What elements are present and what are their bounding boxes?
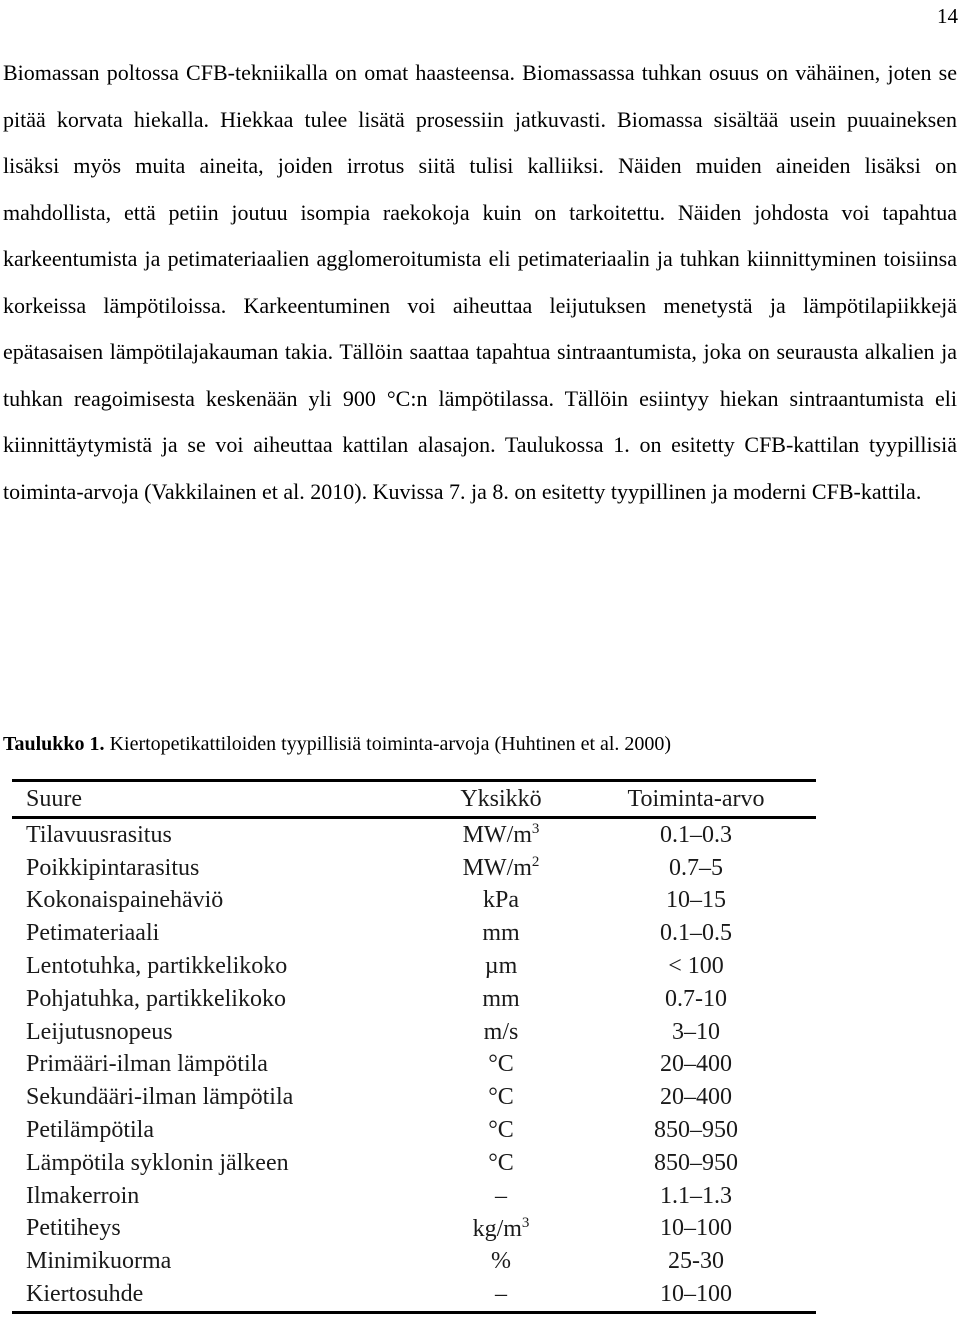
- table-row: [12, 1049, 816, 1082]
- cell-value: 1.1–1.3: [660, 1182, 732, 1209]
- cell-unit: [426, 1213, 576, 1246]
- cell-quantity: Petilämpötila: [26, 1117, 154, 1144]
- cell-quantity: Primääri-ilman lämpötila: [26, 1051, 268, 1078]
- cell-unit: [426, 950, 576, 983]
- unit-text: kg/m: [472, 1215, 522, 1242]
- table-container: [12, 779, 816, 1314]
- cell-value: 0.1–0.5: [660, 920, 732, 947]
- cell-unit: [426, 1049, 576, 1082]
- cell-quantity: Ilmakerroin: [26, 1182, 140, 1209]
- cell-quantity: Petimateriaali: [26, 920, 160, 947]
- unit-text: %: [491, 1248, 511, 1275]
- table-row: [12, 1278, 816, 1312]
- unit-text: °C: [488, 1117, 514, 1144]
- table-row: [12, 1081, 816, 1114]
- unit-exponent: 3: [521, 1214, 530, 1231]
- table-row: [12, 818, 816, 852]
- cell-unit: [426, 1016, 576, 1049]
- unit-text: kPa: [483, 887, 519, 914]
- table-row: [12, 917, 816, 950]
- cell-value: 0.1–0.3: [660, 821, 732, 848]
- cell-value: 0.7–5: [669, 854, 723, 881]
- table-body: [12, 818, 816, 1313]
- page-number: 14: [937, 4, 958, 28]
- cell-unit: [426, 917, 576, 950]
- table-row: [12, 885, 816, 918]
- cell-quantity: Lentotuhka, partikkelikoko: [26, 953, 288, 980]
- unit-text: °C: [488, 1149, 514, 1176]
- cell-value: 10–15: [666, 887, 726, 914]
- cell-value: 10–100: [660, 1281, 732, 1308]
- caption-text: Kiertopetikattiloiden tyypillisiä toiminta-arvoja (Huhtinen et al. 2000): [104, 733, 672, 755]
- cell-value: 25-30: [668, 1248, 724, 1275]
- table-row: [12, 983, 816, 1016]
- unit-text: °C: [488, 1051, 514, 1078]
- cell-value: 20–400: [660, 1051, 732, 1078]
- operating-values-table: [12, 779, 816, 1314]
- unit-text: MW/m: [462, 855, 532, 882]
- cell-value: 20–400: [660, 1084, 732, 1111]
- table-header-row: [12, 781, 816, 818]
- cell-unit: [426, 1114, 576, 1147]
- cell-unit: [426, 1180, 576, 1213]
- cell-unit: [426, 983, 576, 1016]
- cell-unit: [426, 1081, 576, 1114]
- cell-quantity: Poikkipintarasitus: [26, 854, 200, 881]
- unit-text: –: [495, 1182, 507, 1209]
- cell-quantity: Sekundääri-ilman lämpötila: [26, 1084, 294, 1111]
- table-row: [12, 1180, 816, 1213]
- unit-text: °C: [488, 1084, 514, 1111]
- cell-value: 3–10: [672, 1018, 720, 1045]
- cell-unit: [426, 885, 576, 918]
- cell-value: 850–950: [654, 1149, 738, 1176]
- table-row: [12, 852, 816, 885]
- unit-text: –: [495, 1281, 507, 1308]
- header-quantity: Suure: [26, 785, 82, 812]
- caption-label: Taulukko 1.: [3, 733, 105, 755]
- cell-value: 850–950: [654, 1117, 738, 1144]
- body-paragraph: Biomassan poltossa CFB-tekniikalla on omat haasteensa. Biomassassa tuhkan osuus on vähäinen, joten se pitää korvata hiekalla. Hiekkaa tulee lisätä prosessiin jatkuvasti. Biomassa sisältää usein puuaineksen lisäksi myös muita aineita, joiden irrotus siitä tulisi kalliiksi. Näiden muiden aineiden lisäksi on mahdollista, että petiin joutuu isompia raekokoja kuin on tarkoitettu. Näiden johdosta voi tapahtua karkeentumista ja petimateriaalien agglomeroitumista eli petimateriaalin ja tuhkan kiinnittyminen toisiinsa korkeissa lämpötiloissa. Karkeentuminen voi aiheuttaa leijutuksen menetystä ja lämpötilapiikkejä epätasaisen lämpötilajakauman takia. Tällöin saattaa tapahtua sintraantumista, joka on seurausta alkalien ja tuhkan reagoimisesta keskenään yli 900 °C:n lämpötilassa. Tällöin esiintyy hiekan sintraantumista eli kiinnittäytymistä ja se voi aiheuttaa kattilan alasajon. Taulukossa 1. on esitetty CFB-kattilan tyypillisiä toiminta-arvoja (Vakkilainen et al. 2010). Kuvissa 7. ja 8. on esitetty tyypillinen ja moderni CFB-kattila.: [3, 60, 957, 504]
- table-row: [12, 1016, 816, 1049]
- cell-quantity: Kokonaispainehäviö: [26, 887, 224, 914]
- table-row: [12, 1245, 816, 1278]
- table-caption: [3, 730, 671, 758]
- cell-unit: [426, 1278, 576, 1312]
- table-row: [12, 1147, 816, 1180]
- unit-exponent: 3: [531, 821, 540, 838]
- cell-quantity: Lämpötila syklonin jälkeen: [26, 1149, 289, 1176]
- cell-unit: [426, 818, 576, 852]
- unit-text: mm: [482, 920, 520, 947]
- header-value: Toiminta-arvo: [627, 785, 765, 812]
- cell-value: 10–100: [660, 1215, 732, 1242]
- cell-quantity: Petitiheys: [26, 1215, 121, 1242]
- unit-text: µm: [484, 953, 518, 980]
- cell-quantity: Kiertosuhde: [26, 1281, 144, 1308]
- cell-value: 0.7-10: [665, 985, 727, 1012]
- cell-quantity: Minimikuorma: [26, 1248, 172, 1275]
- table-row: [12, 950, 816, 983]
- header-unit: Yksikkö: [460, 785, 542, 812]
- cell-value: < 100: [668, 953, 724, 980]
- cell-quantity: Tilavuusrasitus: [26, 821, 172, 848]
- cell-quantity: Leijutusnopeus: [26, 1018, 173, 1045]
- table-row: [12, 1114, 816, 1147]
- cell-unit: [426, 1147, 576, 1180]
- cell-unit: [426, 852, 576, 885]
- cell-quantity: Pohjatuhka, partikkelikoko: [26, 985, 286, 1012]
- cell-unit: [426, 1245, 576, 1278]
- unit-exponent: 2: [531, 854, 540, 871]
- unit-text: mm: [482, 985, 520, 1012]
- unit-text: m/s: [483, 1018, 519, 1045]
- unit-text: MW/m: [462, 822, 532, 849]
- table-row: [12, 1213, 816, 1246]
